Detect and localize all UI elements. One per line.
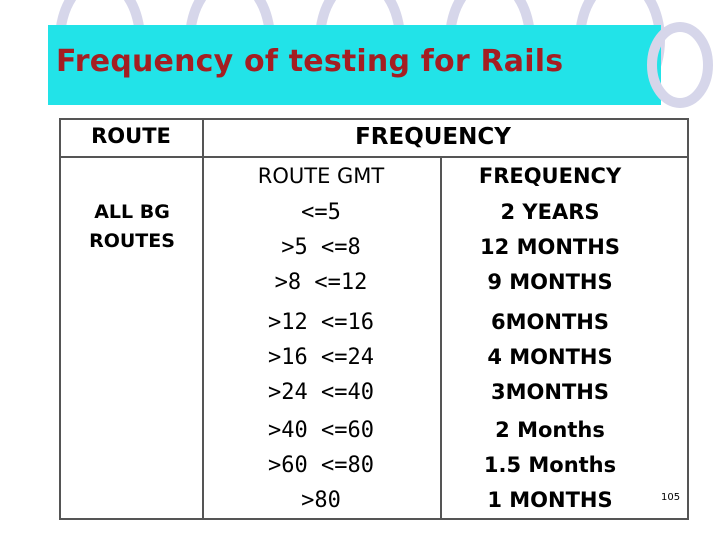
route-gmt-cell: >80 (301, 488, 341, 513)
route-gmt-cell: >24 <=40 (268, 380, 374, 405)
sub-header-route-gmt: ROUTE GMT (257, 164, 385, 188)
sub-header-frequency: FREQUENCY (478, 164, 622, 188)
column-divider-route (202, 118, 204, 520)
route-gmt-cell: >5 <=8 (281, 235, 361, 260)
decorative-ring-right (640, 20, 720, 120)
header-divider (59, 156, 689, 158)
route-cell: ALL BG ROUTES (89, 201, 175, 252)
frequency-cell: 12 MONTHS (480, 235, 620, 259)
column-divider-frequency (440, 158, 442, 520)
route-gmt-cell: >16 <=24 (268, 345, 374, 370)
frequency-cell: 4 MONTHS (487, 345, 613, 369)
frequency-cell: 2 YEARS (500, 200, 600, 224)
header-route: ROUTE (91, 124, 171, 148)
frequency-cell: 6MONTHS (491, 310, 609, 334)
page-title: Frequency of testing for Rails (56, 44, 564, 79)
frequency-cell: 1 MONTHS (487, 488, 613, 512)
frequency-cell: 2 Months (495, 418, 605, 442)
route-gmt-cell: >8 <=12 (274, 270, 368, 295)
route-gmt-cell: >40 <=60 (268, 418, 374, 443)
frequency-cell: 1.5 Months (483, 453, 617, 477)
frequency-cell: 9 MONTHS (487, 270, 613, 294)
route-gmt-cell: >12 <=16 (268, 310, 374, 335)
route-gmt-cell: >60 <=80 (268, 453, 374, 478)
route-gmt-cell: <=5 (301, 200, 341, 225)
frequency-cell: 3MONTHS (491, 380, 609, 404)
page-number: 105 (661, 492, 681, 503)
header-frequency: FREQUENCY (355, 124, 511, 150)
